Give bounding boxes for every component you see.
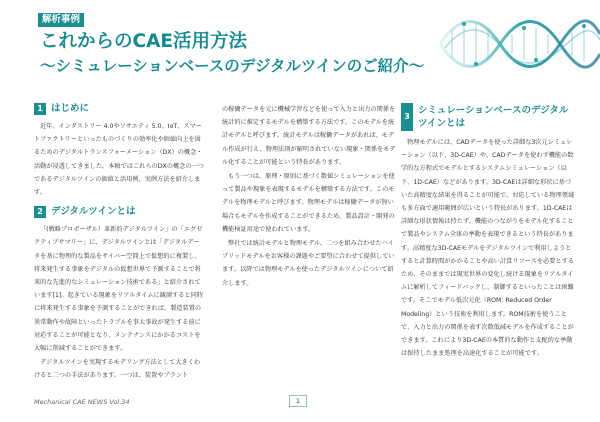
page-subtitle: 〜シミュレーションベースのデジタルツインのご紹介〜 xyxy=(40,57,425,75)
section-3-heading xyxy=(401,103,577,131)
category-tag: 解析事例 xyxy=(38,13,84,27)
paragraph: もう一つは、原理・原則に基づく数値シミュレーションを使って製品や現象を表現するモデルを構築する方法です。このモデルを物理モデルと呼びます。物理モデルは稼働データが無い場合もモデルを作成することができるため、製品設計・開発の機能検証用途で使われています。 xyxy=(222,173,395,233)
paragraph: 近年、インダストリー 4.0やソサエティ 5.0、IoT、スマートファクトリーといったものづくりの効率化や価値向上を図るためのデジタルトランスフォーメーション（DX）の概念・活動が浸透してきました。本稿ではこれらのDXの概念の一つであるデジタルツインの価値と活用例、実例方法を紹介します。 xyxy=(34,123,204,197)
section-title: デジタルツインとは xyxy=(51,206,136,218)
paragraph: 物理モデルには、CADデータを使った詳細な3次元シミュレーション（以下、3D-CAE）や、CADデータを使わず機能の数学的な方程式でモデルとするシステムシミュレーション（以下、1D-CAE）などがあります。3D-CAEは詳細な形状に基づいた高精度な結果を得ることが可能で、対応している物理領域も多方面で適用範囲が広いという特長があります。1D-CAEは詳細な形状情報は持たず、機能のつながりをモデル化することで製品やシステム全体の挙動を表現できるという特長があります。高精度な3D-CAEモデルをデジタルツインで利用しようとすると計算時間がかかることや高い計算リソースを必要とするため、そのままでは現実世界の変化し続ける現象をリアルタイムに解析してフィードバックし、制御するといったことは困難です。そこでモデル低次元化（ROM: Reduced Order Modeling）という技術を利用します。ROM技術を使うことで、入力と出力の関係を表す次数低減モデルを作成することができます。これにより3D-CAEの本質的な動作と支配的な挙動は保持したまま処理を高速化することが可能です。 xyxy=(401,139,575,358)
column-1 xyxy=(34,103,204,384)
page-title: これからのCAE活用方法 xyxy=(40,31,248,52)
section-title-line-2: ツインとは xyxy=(418,118,466,129)
paragraph: 弊社では統計モデルと物理モデル、二つを組み合わせたハイブリッドモデルをお客様の課題やご要望に合わせて提供しています。以降では物理モデルを使ったデジタルツインについて紹介します。 xyxy=(222,240,395,287)
section-number: 1 xyxy=(34,103,46,115)
section-title xyxy=(418,104,568,130)
section-1-heading xyxy=(34,103,204,115)
publication-name: Mechanical CAE NEWS Vol.34 xyxy=(34,398,130,406)
section-2-heading xyxy=(34,206,204,218)
section-number: 3 xyxy=(401,103,413,131)
paragraph: デジタルツインを実現するモデリング方法として大きくわけると二つの手法があります。一つは、装置やプラント xyxy=(34,359,201,380)
paragraph: 「(戦略プロポーザル）革新的デジタルツイン」の「エグゼクティブサマリー」に、デジタルツインとは「デジタルデータを基に物理的な製品をサイバー空間上で仮想的に複製し、将来発生する事象をデジタルの仮想世界で予測することで将来的な先進的なシミュレーション技術である」と紹介されています[1]。起きている現象をリアルタイムに観測すると同時に将来発生する事象を予測することができれば、製造装置の異常動作や故障といったトラブルを事大事故が発生する前に対応することが可能となり、メンテナンスにかかるコストを大幅に削減することができます。 xyxy=(34,226,204,353)
section-title-line-1: シミュレーションベースのデジタル xyxy=(418,105,569,116)
page-number: 1 xyxy=(289,395,307,407)
section-title: はじめに xyxy=(51,103,90,114)
paragraph: の稼働データを元に機械学習などを使って入力と出力の関係を統計的に推定するモデルを構築する方法です。このモデルを統計モデルと呼びます。統計モデルは稼働データがあれば、モデル作成が行え、物理法則が解明されていない現象・関係をモデル化することが可能という特長があります。 xyxy=(222,106,396,166)
section-number: 2 xyxy=(34,206,46,218)
dna-helix-graphic xyxy=(440,4,600,84)
article-header xyxy=(0,0,600,92)
column-2 xyxy=(222,103,396,291)
column-3 xyxy=(401,103,577,361)
